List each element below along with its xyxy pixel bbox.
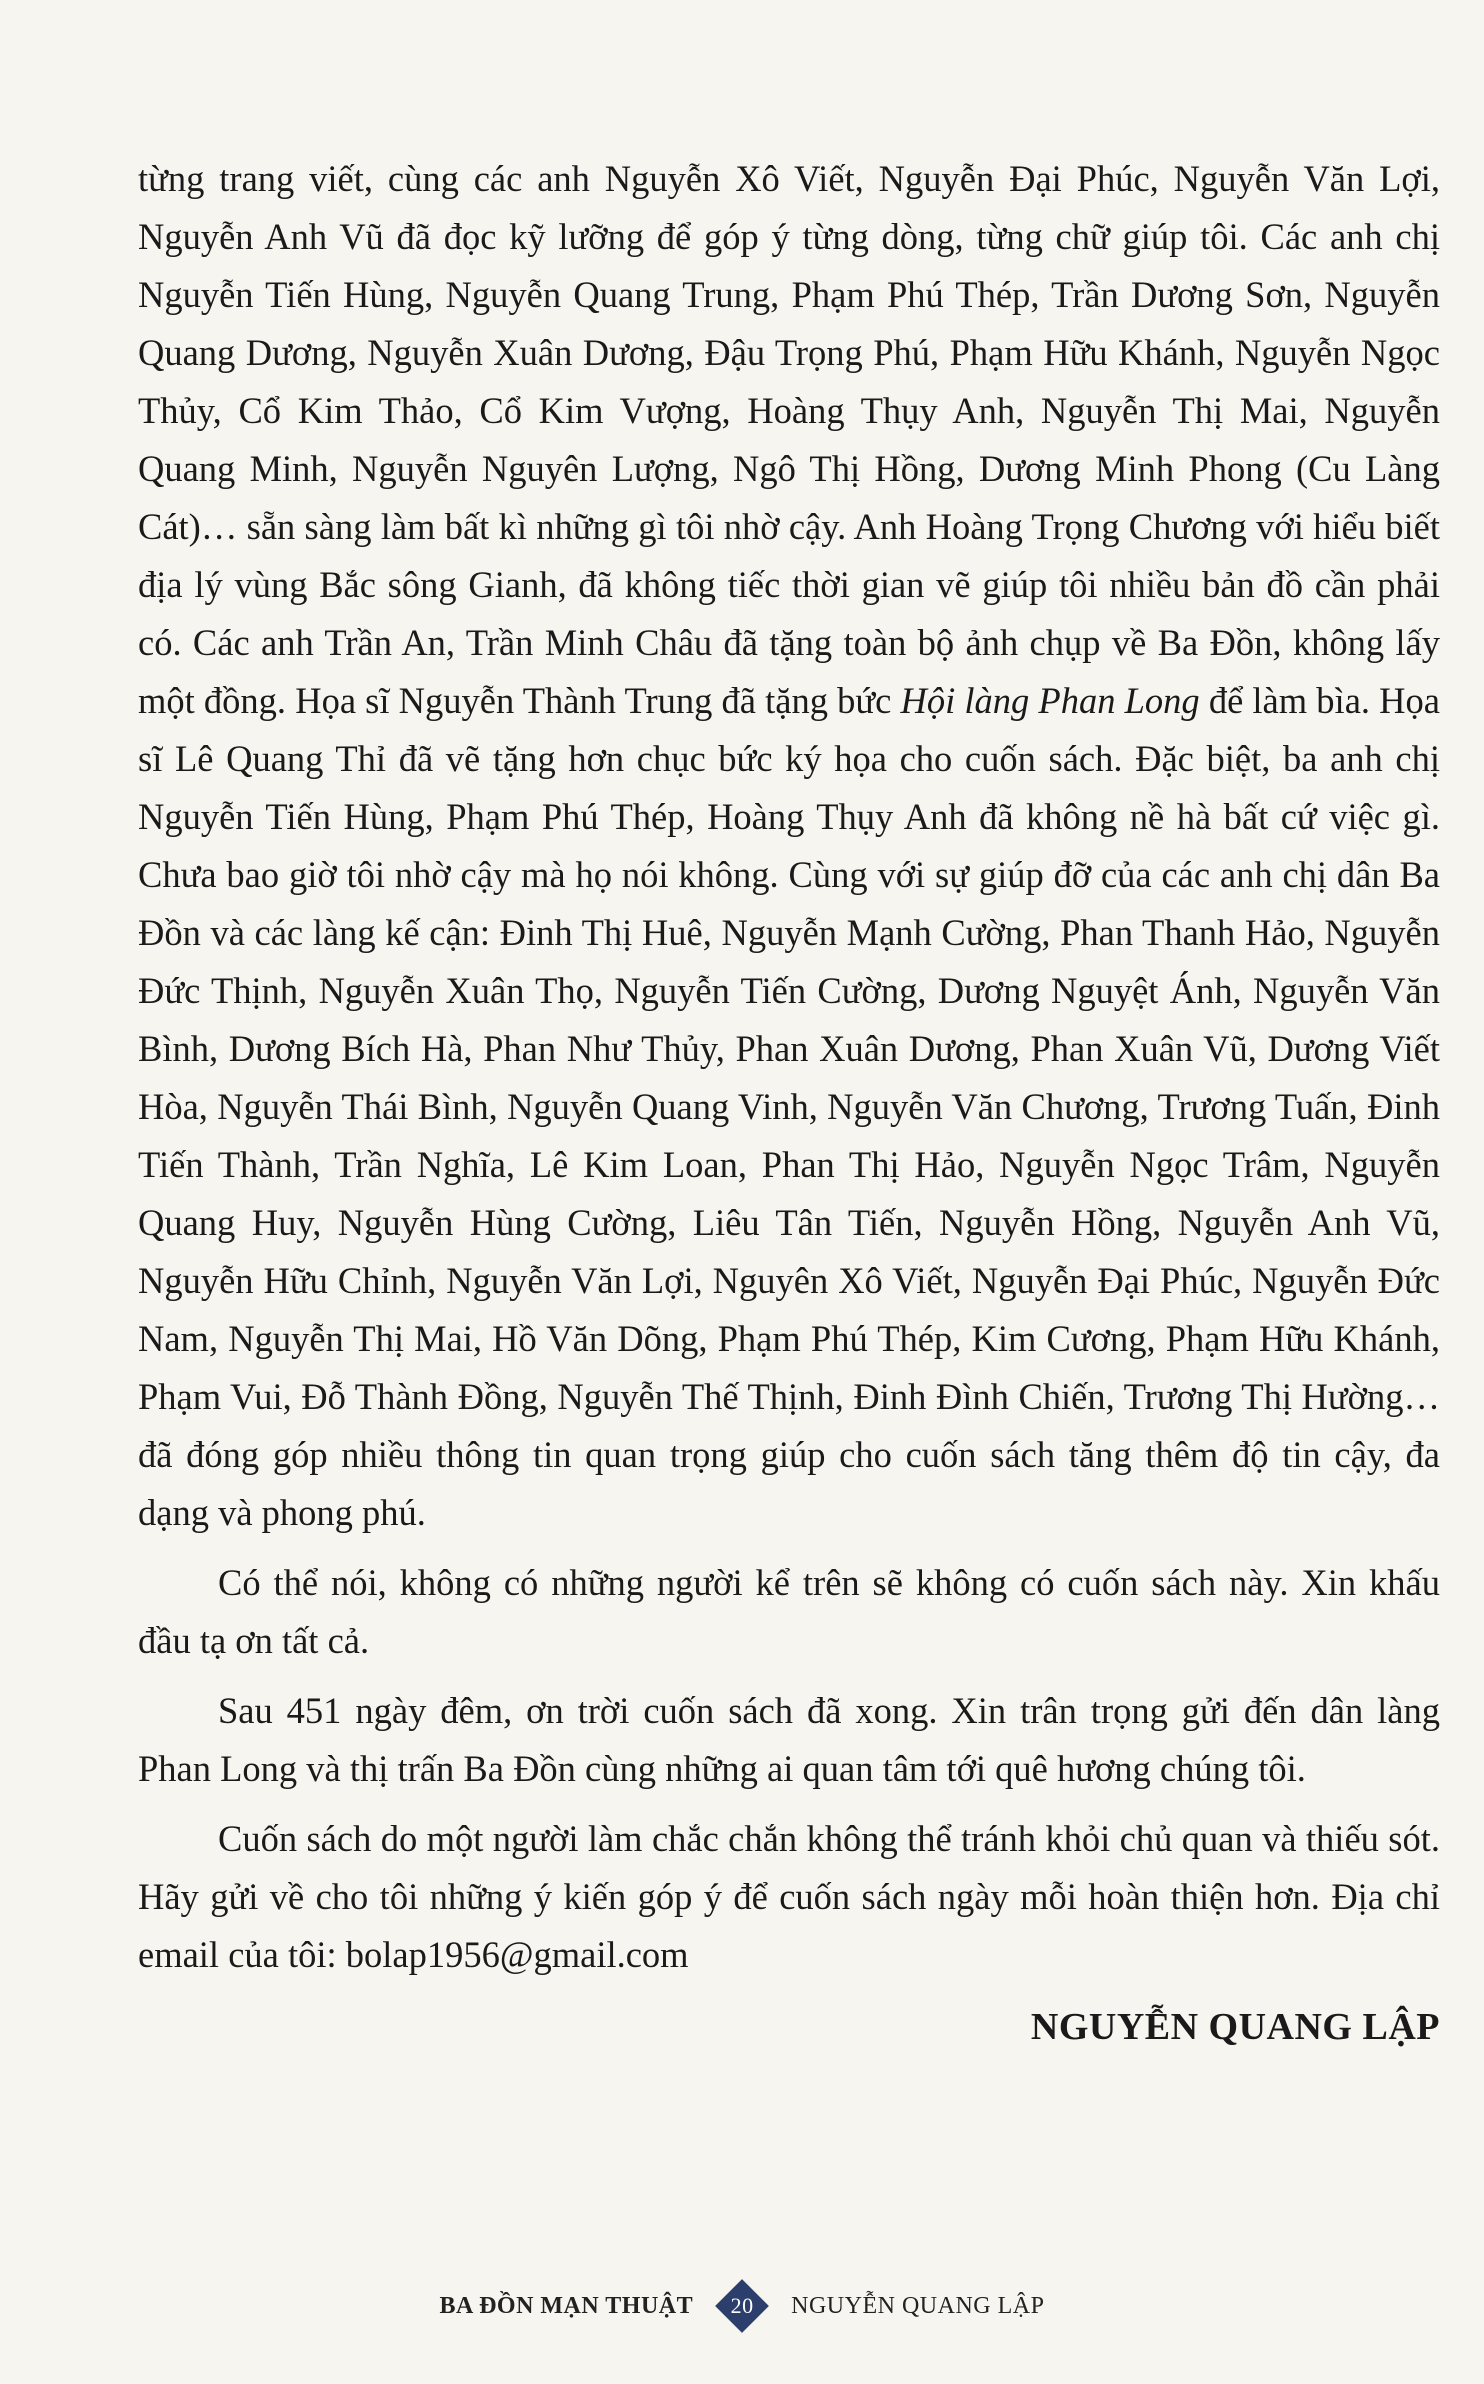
painting-title: Hội làng Phan Long [900,680,1200,721]
paragraph-2: Có thể nói, không có những người kể trên sẽ không có cuốn sách này. Xin khấu đầu tạ ơn tất cả. [138,1562,1440,1661]
page-number: 20 [730,2293,754,2318]
page-footer [0,2276,1484,2336]
footer-author: NGUYỄN QUANG LẬP [791,2292,1045,2319]
body-text [138,150,1440,1984]
paragraph-1-text-a: từng trang viết, cùng các anh Nguyễn Xô Viết, Nguyễn Đại Phúc, Nguyễn Văn Lợi, Nguyễn Anh Vũ đã đọc kỹ lưỡng để góp ý từng dòng, từng chữ giúp tôi. Các anh chị Nguyễn Tiến Hùng, Nguyễn Quang Trung, Phạm Phú Thép, Trần Dương Sơn, Nguyễn Quang Dương, Nguyễn Xuân Dương, Đậu Trọng Phú, Phạm Hữu Khánh, Nguyễn Ngọc Thủy, Cổ Kim Thảo, Cổ Kim Vượng, Hoàng Thụy Anh, Nguyễn Thị Mai, Nguyễn Quang Minh, Nguyễn Nguyên Lượng, Ngô Thị Hồng, Dương Minh Phong (Cu Làng Cát)… sẵn sàng làm bất kì những gì tôi nhờ cậy. Anh Hoàng Trọng Chương với hiểu biết địa lý vùng Bắc sông Gianh, đã không tiếc thời gian vẽ giúp tôi nhiều bản đồ cần phải có. Các anh Trần An, Trần Minh Châu đã tặng toàn bộ ảnh chụp về Ba Đồn, không lấy một đồng. Họa sĩ Nguyễn Thành Trung đã tặng bức [138,158,1440,721]
author-signature: NGUYỄN QUANG LẬP [1030,2006,1440,2048]
page-number-badge [715,2279,769,2333]
paragraph-3: Sau 451 ngày đêm, ơn trời cuốn sách đã xong. Xin trân trọng gửi đến dân làng Phan Long và thị trấn Ba Đồn cùng những ai quan tâm tới quê hương chúng tôi. [138,1690,1440,1789]
footer-book-title: BA ĐỒN MẠN THUẬT [439,2292,694,2319]
paragraph-1 [138,150,1440,1542]
paragraph-4: Cuốn sách do một người làm chắc chắn không thể tránh khỏi chủ quan và thiếu sót. Hãy gửi về cho tôi những ý kiến góp ý để cuốn sách ngày mỗi hoàn thiện hơn. Địa chỉ email của tôi: bolap1956@gmail.com [138,1818,1440,1975]
page-content [138,150,1440,2056]
paragraph-1-text-b: để làm bìa. Họa sĩ Lê Quang Thỉ đã vẽ tặng hơn chục bức ký họa cho cuốn sách. Đặc biệt, ba anh chị Nguyễn Tiến Hùng, Phạm Phú Thép, Hoàng Thụy Anh đã không nề hà bất cứ việc gì. Chưa bao giờ tôi nhờ cậy mà họ nói không. Cùng với sự giúp đỡ của các anh chị dân Ba Đồn và các làng kế cận: Đinh Thị Huê, Nguyễn Mạnh Cường, Phan Thanh Hảo, Nguyễn Đức Thịnh, Nguyễn Xuân Thọ, Nguyễn Tiến Cường, Dương Nguyệt Ánh, Nguyễn Văn Bình, Dương Bích Hà, Phan Như Thủy, Phan Xuân Dương, Phan Xuân Vũ, Dương Viết Hòa, Nguyễn Thái Bình, Nguyễn Quang Vinh, Nguyễn Văn Chương, Trương Tuấn, Đinh Tiến Thành, Trần Nghĩa, Lê Kim Loan, Phan Thị Hảo, Nguyễn Ngọc Trâm, Nguyễn Quang Huy, Nguyễn Hùng Cường, Liêu Tân Tiến, Nguyễn Hồng, Nguyễn Anh Vũ, Nguyễn Hữu Chỉnh, Nguyễn Văn Lợi, Nguyên Xô Viết, Nguyễn Đại Phúc, Nguyễn Đức Nam, Nguyễn Thị Mai, Hồ Văn Dõng, Phạm Phú Thép, Kim Cương, Phạm Hữu Khánh, Phạm Vui, Đỗ Thành Đồng, Nguyễn Thế Thịnh, Đinh Đình Chiến, Trương Thị Hường… đã đóng góp nhiều thông tin quan trọng giúp cho cuốn sách tăng thêm độ tin cậy, đa dạng và phong phú. [138,680,1440,1533]
